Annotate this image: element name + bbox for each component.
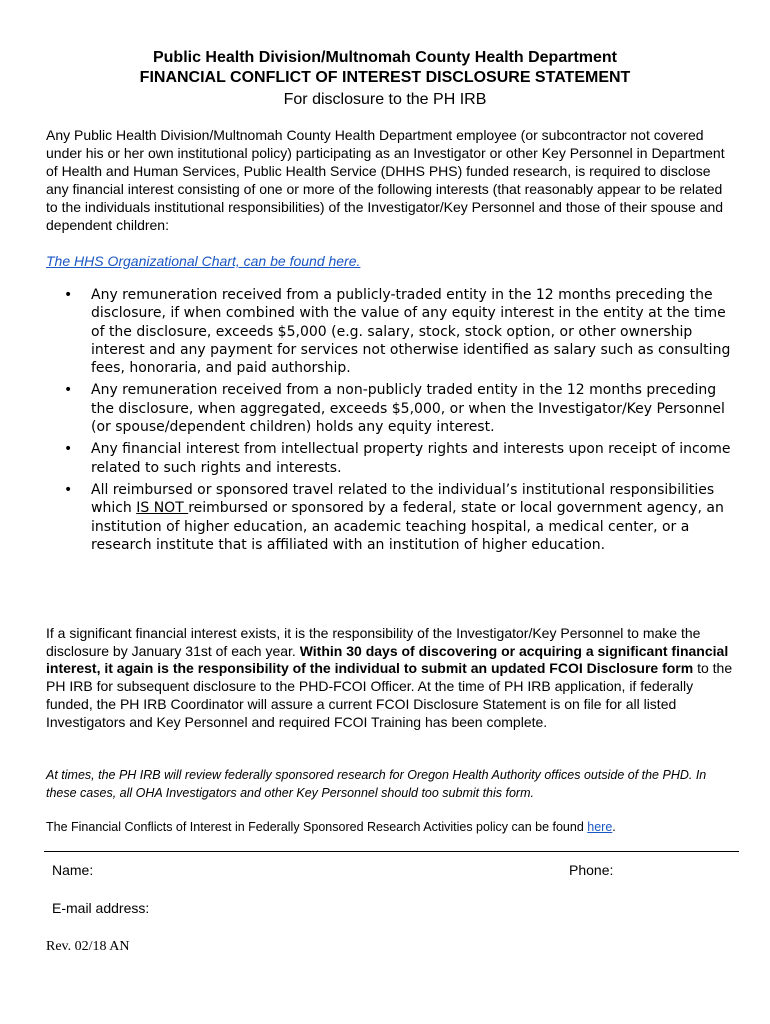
revision-label: Rev. 02/18 AN xyxy=(46,939,130,954)
hhs-chart-link[interactable]: The HHS Organizational Chart, can be found here. xyxy=(46,253,361,269)
policy-period: . xyxy=(612,820,616,834)
responsibility-paragraph xyxy=(46,625,736,731)
responsibility-text-start: If a significant financial interest exists, it is the responsibility of the Investigator/Key Personnel to make the disclosure by January 31st of each year. xyxy=(46,625,701,659)
phone-field-label: Phone: xyxy=(569,862,614,878)
policy-text: The Financial Conflicts of Interest in Federally Sponsored Research Activities policy can be found xyxy=(46,820,588,834)
email-field-label: E-mail address: xyxy=(52,900,150,916)
responsibility-bold-text: Within 30 days of discovering or acquiring a significant financial interest, it again is the responsibility of the individual to submit an updated FCOI Disclosure form xyxy=(46,642,729,677)
bullet-icon: • xyxy=(64,441,73,458)
responsibility-text-end: to the PH IRB for subsequent disclosure to the PHD-FCOI Officer. At the time of PH IRB application, if federally funded, the PH IRB Coordinator will assure a current FCOI Disclosure Statement is on file for all listed Investigators and Key Personnel and required FCOI Training has been complete. xyxy=(46,660,733,730)
list-item-text-start: All reimbursed or sponsored travel related to the individual’s institutional responsibilities which xyxy=(91,481,715,517)
list-item-text-end: reimbursed or sponsored by a federal, state or local government agency, an institution of higher education, an academic teaching hospital, a medical center, or a research institute that is affiliated with an institution of higher education. xyxy=(91,500,724,553)
list-item xyxy=(46,286,736,377)
intro-paragraph: Any Public Health Division/Multnomah County Health Department employee (or subcontractor not covered under his or her own institutional policy) participating as an Investigator or other Key Personnel in Department of Health and Human Services, Public Health Service (DHHS PHS) funded research, is required to disclose any financial interest consisting of one or more of the following interests (that reasonably appear to be related to the individuals institutional responsibilities) of the Investigator/Key Personnel and those of their spouse and dependent children: xyxy=(46,127,725,233)
bullet-icon: • xyxy=(64,287,73,303)
list-item xyxy=(46,481,736,554)
oha-note: At times, the PH IRB will review federally sponsored research for Oregon Health Authority offices outside of the PHD. In these cases, all OHA Investigators and other Key Personnel should too submit this form. xyxy=(46,768,707,800)
list-item xyxy=(46,381,736,436)
is-not-emphasis: IS NOT xyxy=(136,500,189,517)
list-item xyxy=(46,440,736,477)
divider xyxy=(44,851,739,852)
bullet-icon: • xyxy=(64,382,73,399)
policy-line xyxy=(46,818,736,836)
header-department: Public Health Division/Multnomah County Health Department xyxy=(152,49,618,66)
policy-link[interactable]: here xyxy=(587,820,613,834)
interest-list xyxy=(46,286,736,558)
header-subtitle: For disclosure to the PH IRB xyxy=(283,91,487,108)
name-field-label: Name: xyxy=(52,862,94,878)
list-item-text: Any financial interest from intellectual property rights and interests upon receipt of income related to such rights and interests. xyxy=(91,441,731,476)
list-item-text: Any remuneration received from a non-publicly traded entity in the 12 months preceding the disclosure, when aggregated, exceeds $5,000, or when the Investigator/Key Personnel (or spouse/dependent children) holds any equity interest. xyxy=(91,382,725,436)
bullet-icon: • xyxy=(64,481,73,498)
header-title: FINANCIAL CONFLICT OF INTEREST DISCLOSURE STATEMENT xyxy=(139,69,631,86)
list-item-text: Any remuneration received from a publicly-traded entity in the 12 months preceding the disclosure, if when combined with the value of any equity interest in the entity at the time of the disclosure, exceeds $5,000 (e.g. salary, stock, stock option, or other ownership interest and any payment for services not otherwise identified as salary such as consulting fees, honoraria, and paid authorship. xyxy=(91,287,731,377)
